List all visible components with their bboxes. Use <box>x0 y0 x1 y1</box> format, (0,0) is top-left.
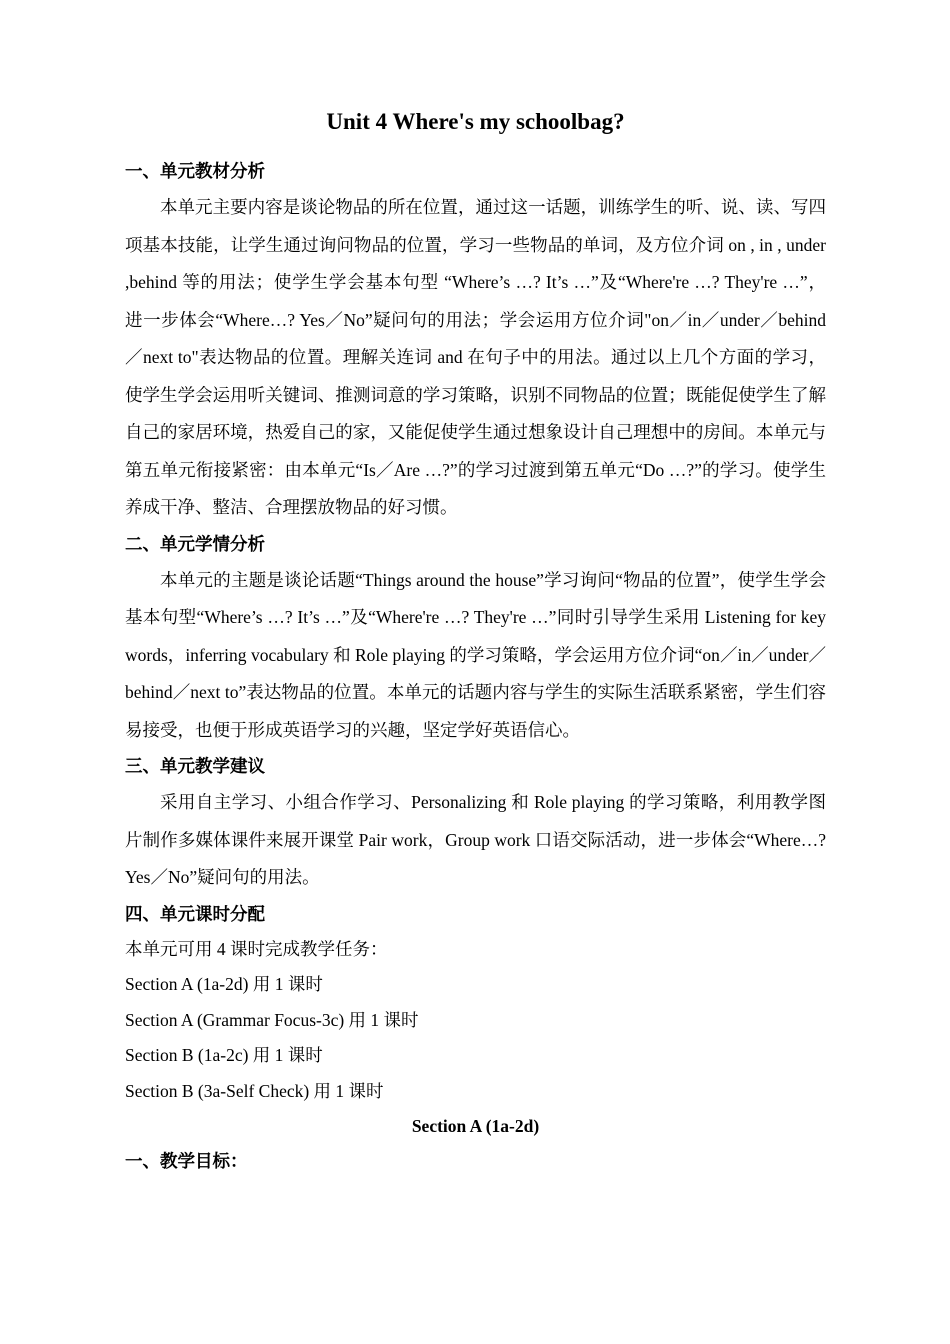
section-paragraph: 本单元主要内容是谈论物品的所在位置，通过这一话题，训练学生的听、说、读、写四项基本技能，让学生通过询问物品的位置，学习一些物品的单词，及方位介词 on , in , under ,behind 等的用法；使学生学会基本句型 “Where’s …? It’s …”及“Where're …? They're …”， 进一步体会“Where…? Yes／No”疑问句的用法；学会运用方位介词"on／in／under／behind／next to"表达物品的位置。理解关连词 and 在句子中的用法。通过以上几个方面的学习，使学生学会运用听关键词、推测词意的学习策略，识别不同物品的位置；既能促使学生了解自己的家居环境，热爱自己的家，又能促使学生通过想象设计自己理想中的房间。本单元与第五单元衔接紧密：由本单元“Is／Are …?”的学习过渡到第五单元“Do …?”的学习。使学生养成干净、整洁、合理摆放物品的好习惯。 <box>125 197 826 517</box>
section-heading: 一、单元教材分析 <box>125 161 265 181</box>
section-learner-analysis <box>125 527 826 750</box>
goals-heading: 一、教学目标： <box>125 1151 248 1171</box>
schedule-item: Section A (Grammar Focus-3c) 用 1 课时 <box>125 1009 419 1030</box>
section-heading: 三、单元教学建议 <box>125 756 265 776</box>
section-paragraph: 本单元的主题是谈论话题“Things around the house”学习询问“物品的位置”，使学生学会基本句型“Where’s …? It’s …”及“Where're …? They're …”同时引导学生采用 Listening for key words，inferring vocabulary 和 Role playing 的学习策略，学会运用方位介词“on／in／under／behind／next to”表达物品的位置。本单元的话题内容与学生的实际生活联系紧密，学生们容易接受，也便于形成英语学习的兴趣，坚定学好英语信心。 <box>125 569 826 740</box>
section-lesson-schedule <box>125 897 826 1110</box>
section-heading: 四、单元课时分配 <box>125 903 265 924</box>
lesson-subtitle: Section A (1a-2d) <box>411 1116 540 1136</box>
page-title: Unit 4 Where's my schoolbag? <box>326 109 625 134</box>
section-heading: 二、单元学情分析 <box>125 533 265 554</box>
schedule-item: Section A (1a-2d) 用 1 课时 <box>125 974 323 994</box>
schedule-item: Section B (1a-2c) 用 1 课时 <box>125 1045 323 1065</box>
schedule-intro: 本单元可用 4 课时完成教学任务： <box>125 938 388 959</box>
schedule-item: Section B (3a-Self Check) 用 1 课时 <box>125 1080 384 1101</box>
section-teaching-suggestions <box>125 749 826 897</box>
section-material-analysis <box>125 154 826 527</box>
section-paragraph: 采用自主学习、小组合作学习、Personalizing 和 Role playing 的学习策略，利用教学图片制作多媒体课件来展开课堂 Pair work，Group work 口语交际活动，进一步体会“Where…? Yes／No”疑问句的用法。 <box>125 792 826 887</box>
